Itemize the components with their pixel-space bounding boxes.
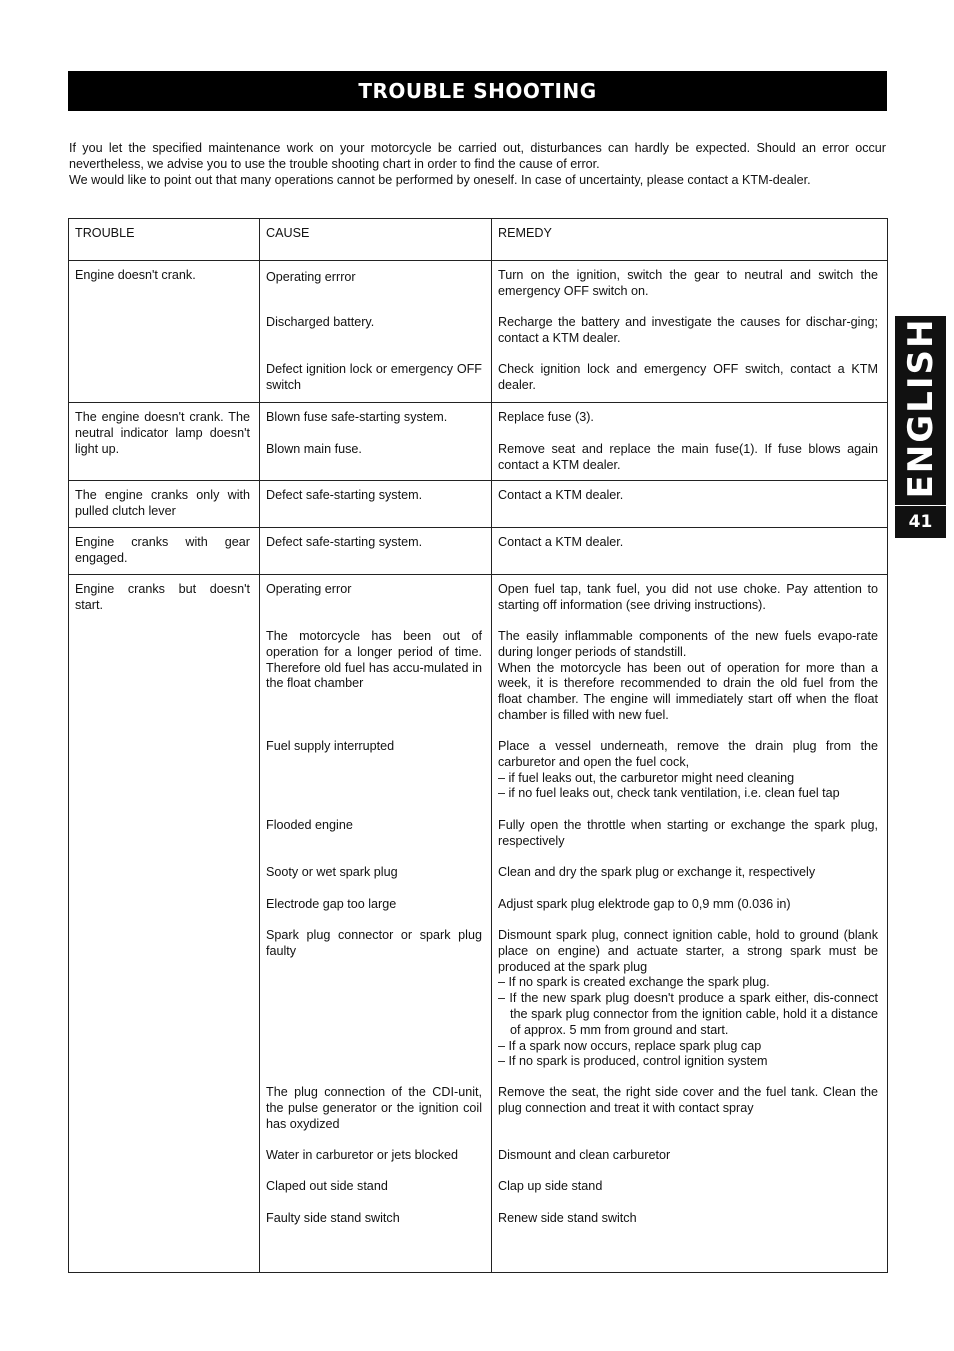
remedy-line: – If the new spark plug doesn't produce a spark either, dis-connect the spark plug connector from the ignition cable, hold it a distance of approx. 5 mm from ground and start. bbox=[498, 991, 878, 1037]
table-row bbox=[69, 481, 888, 528]
remedy-item: Open fuel tap, tank fuel, you did not use choke. Pay attention to starting off information (see driving instructions). bbox=[498, 582, 878, 612]
cause-item: Blown main fuse. bbox=[266, 442, 362, 456]
cause-item: Spark plug connector or spark plug faulty bbox=[266, 928, 482, 958]
cause-item: Defect ignition lock or emergency OFF switch bbox=[266, 362, 482, 392]
remedy-item: Adjust spark plug elektrode gap to 0,9 mm (0.036 in) bbox=[498, 897, 791, 911]
language-tab bbox=[895, 316, 946, 538]
intro-paragraph: We would like to point out that many operations cannot be performed by oneself. In case of uncertainty, please contact a KTM-dealer. bbox=[69, 172, 811, 187]
remedy-line: Place a vessel underneath, remove the drain plug from the carburetor and open the fuel cock, bbox=[498, 739, 878, 769]
cause-item: The motorcycle has been out of operation for a longer period of time. Therefore old fuel has accu-mulated in the float chamber bbox=[266, 629, 482, 691]
remedy-item: Check ignition lock and emergency OFF switch, contact a KTM dealer. bbox=[498, 362, 878, 392]
remedy-line: – If no spark is produced, control ignition system bbox=[498, 1054, 768, 1069]
remedy-line: – if no fuel leaks out, check tank ventilation, i.e. clean fuel tap bbox=[498, 786, 840, 801]
intro-text bbox=[69, 141, 886, 188]
cause-item: Operating error bbox=[266, 582, 352, 596]
remedy-item bbox=[498, 928, 878, 1085]
cause-item: Claped out side stand bbox=[266, 1179, 388, 1193]
intro-paragraph: If you let the specified maintenance work on your motorcycle be carried out, disturbances can hardly be expected. Should an error occur nevertheless, we advise you to use the trouble shooting chart in order to find the cause of error. bbox=[69, 141, 886, 171]
cause-item: Electrode gap too large bbox=[266, 897, 397, 911]
cause-cell: Defect safe-starting system. bbox=[260, 528, 492, 575]
remedy-item: Replace fuse (3). bbox=[498, 410, 594, 424]
trouble-cell: The engine cranks only with pulled clutch lever bbox=[69, 481, 260, 528]
remedy-item: Recharge the battery and investigate the causes for dischar-ging; contact a KTM dealer. bbox=[498, 315, 878, 345]
remedy-cell bbox=[492, 261, 888, 403]
remedy-item: Dismount and clean carburetor bbox=[498, 1148, 671, 1162]
remedy-item: Renew side stand switch bbox=[498, 1211, 637, 1225]
cause-item: The plug connection of the CDI-unit, the pulse generator or the ignition coil has oxydized bbox=[266, 1085, 482, 1131]
table-row bbox=[69, 261, 888, 403]
header-trouble: TROUBLE bbox=[69, 219, 260, 261]
cause-item: Blown fuse safe-starting system. bbox=[266, 410, 448, 424]
remedy-line: When the motorcycle has been out of operation for more than a week, it is therefore recommended to drain the old fuel from the float chamber. The engine will immediately start off when the float chamber is filled with new fuel. bbox=[498, 660, 878, 722]
remedy-item: Fully open the throttle when starting or exchange the spark plug, respectively bbox=[498, 818, 878, 848]
remedy-line: – If no spark is created exchange the spark plug. bbox=[498, 975, 770, 990]
cause-cell bbox=[260, 575, 492, 1273]
cause-item: Operating errror bbox=[266, 270, 356, 284]
page-title-bar bbox=[68, 71, 887, 111]
table-header-row bbox=[69, 219, 888, 261]
remedy-item: Remove seat and replace the main fuse(1). If fuse blows again contact a KTM dealer. bbox=[498, 442, 878, 472]
remedy-line: – If a spark now occurs, replace spark plug cap bbox=[498, 1038, 762, 1053]
cause-item: Fuel supply interrupted bbox=[266, 739, 395, 753]
remedy-item: Turn on the ignition, switch the gear to neutral and switch the emergency OFF switch on. bbox=[498, 268, 878, 298]
cause-item: Discharged battery. bbox=[266, 315, 375, 329]
remedy-item: Clean and dry the spark plug or exchange it, respectively bbox=[498, 865, 816, 879]
trouble-cell: Engine cranks but doesn't start. bbox=[69, 575, 260, 1273]
remedy-item bbox=[498, 629, 878, 739]
cause-cell: Defect safe-starting system. bbox=[260, 481, 492, 528]
remedy-item: Remove the seat, the right side cover and the fuel tank. Clean the plug connection and treat it with contact spray bbox=[498, 1085, 878, 1115]
table-row bbox=[69, 528, 888, 575]
header-remedy: REMEDY bbox=[492, 219, 888, 261]
cause-item: Water in carburetor or jets blocked bbox=[266, 1148, 459, 1162]
trouble-cell: Engine doesn't crank. bbox=[69, 261, 260, 403]
remedy-item: Clap up side stand bbox=[498, 1179, 603, 1193]
trouble-cell: Engine cranks with gear engaged. bbox=[69, 528, 260, 575]
remedy-line: Dismount spark plug, connect ignition cable, hold to ground (blank place on engine) and actuate starter, a strong spark must be produced at the spark plug bbox=[498, 928, 878, 974]
cause-item: Flooded engine bbox=[266, 818, 353, 832]
table-row bbox=[69, 575, 888, 1273]
page-number: 41 bbox=[908, 512, 933, 532]
table-row bbox=[69, 403, 888, 481]
remedy-cell: Contact a KTM dealer. bbox=[492, 481, 888, 528]
cause-cell bbox=[260, 261, 492, 403]
cause-item: Faulty side stand switch bbox=[266, 1211, 400, 1225]
remedy-line: – if fuel leaks out, the carburetor might need cleaning bbox=[498, 770, 795, 785]
remedy-cell bbox=[492, 575, 888, 1273]
cause-cell bbox=[260, 403, 492, 481]
remedy-cell: Contact a KTM dealer. bbox=[492, 528, 888, 575]
language-label: ENGLISH bbox=[900, 317, 941, 499]
divider bbox=[895, 505, 946, 506]
remedy-line: The easily inflammable components of the new fuels evapo-rate during longer periods of standstill. bbox=[498, 629, 878, 659]
header-cause: CAUSE bbox=[260, 219, 492, 261]
page-title: TROUBLE SHOOTING bbox=[358, 79, 597, 103]
remedy-cell bbox=[492, 403, 888, 481]
remedy-item bbox=[498, 739, 878, 818]
trouble-cell: The engine doesn't crank. The neutral indicator lamp doesn't light up. bbox=[69, 403, 260, 481]
trouble-shooting-table bbox=[68, 218, 888, 1273]
cause-item: Sooty or wet spark plug bbox=[266, 865, 398, 879]
